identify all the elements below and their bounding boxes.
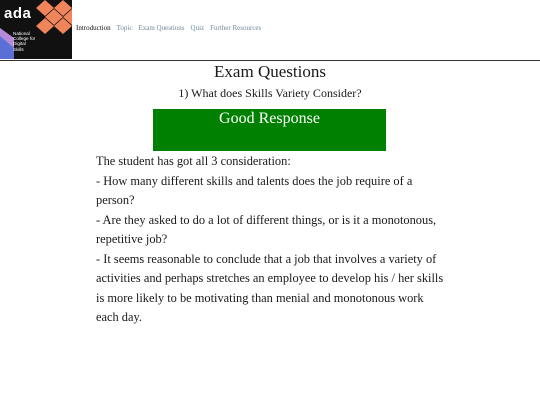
answer-line: The student has got all 3 consideration:: [96, 154, 291, 168]
main-nav: [76, 24, 261, 32]
question-text: 1) What does Skills Variety Consider?: [178, 86, 362, 100]
response-banner: [153, 109, 386, 151]
nav-further-resources[interactable]: Further Resources: [210, 24, 262, 32]
answer-text: [96, 152, 446, 328]
logo-college-name: National College for Digital Skills: [13, 31, 36, 52]
top-bar: [0, 0, 540, 61]
answer-line: - Are they asked to do a lot of different things, or is it a monotonous, repetitive job?: [96, 212, 437, 246]
nav-quiz[interactable]: Quiz: [190, 24, 205, 32]
answer-line: - It seems reasonable to conclude that a job that involves a variety of activities and perhaps stretches an employee to develop his / her skills is more likely to be motivating than menial and monotonous work each day.: [96, 251, 444, 324]
response-label: Good Response: [219, 110, 320, 127]
page-title: Exam Questions: [214, 62, 326, 81]
ada-logo[interactable]: [0, 0, 72, 59]
stripe-graphic-icon: [0, 28, 14, 59]
logo-wordmark: ada: [4, 5, 32, 22]
answer-line: - How many different skills and talents does the job require of a person?: [96, 173, 413, 207]
diamond-pattern-icon: [36, 0, 72, 34]
nav-exam-questions[interactable]: Exam Questions: [138, 24, 185, 32]
nav-topic[interactable]: Topic: [116, 24, 133, 32]
nav-introduction[interactable]: Introduction: [76, 24, 111, 32]
